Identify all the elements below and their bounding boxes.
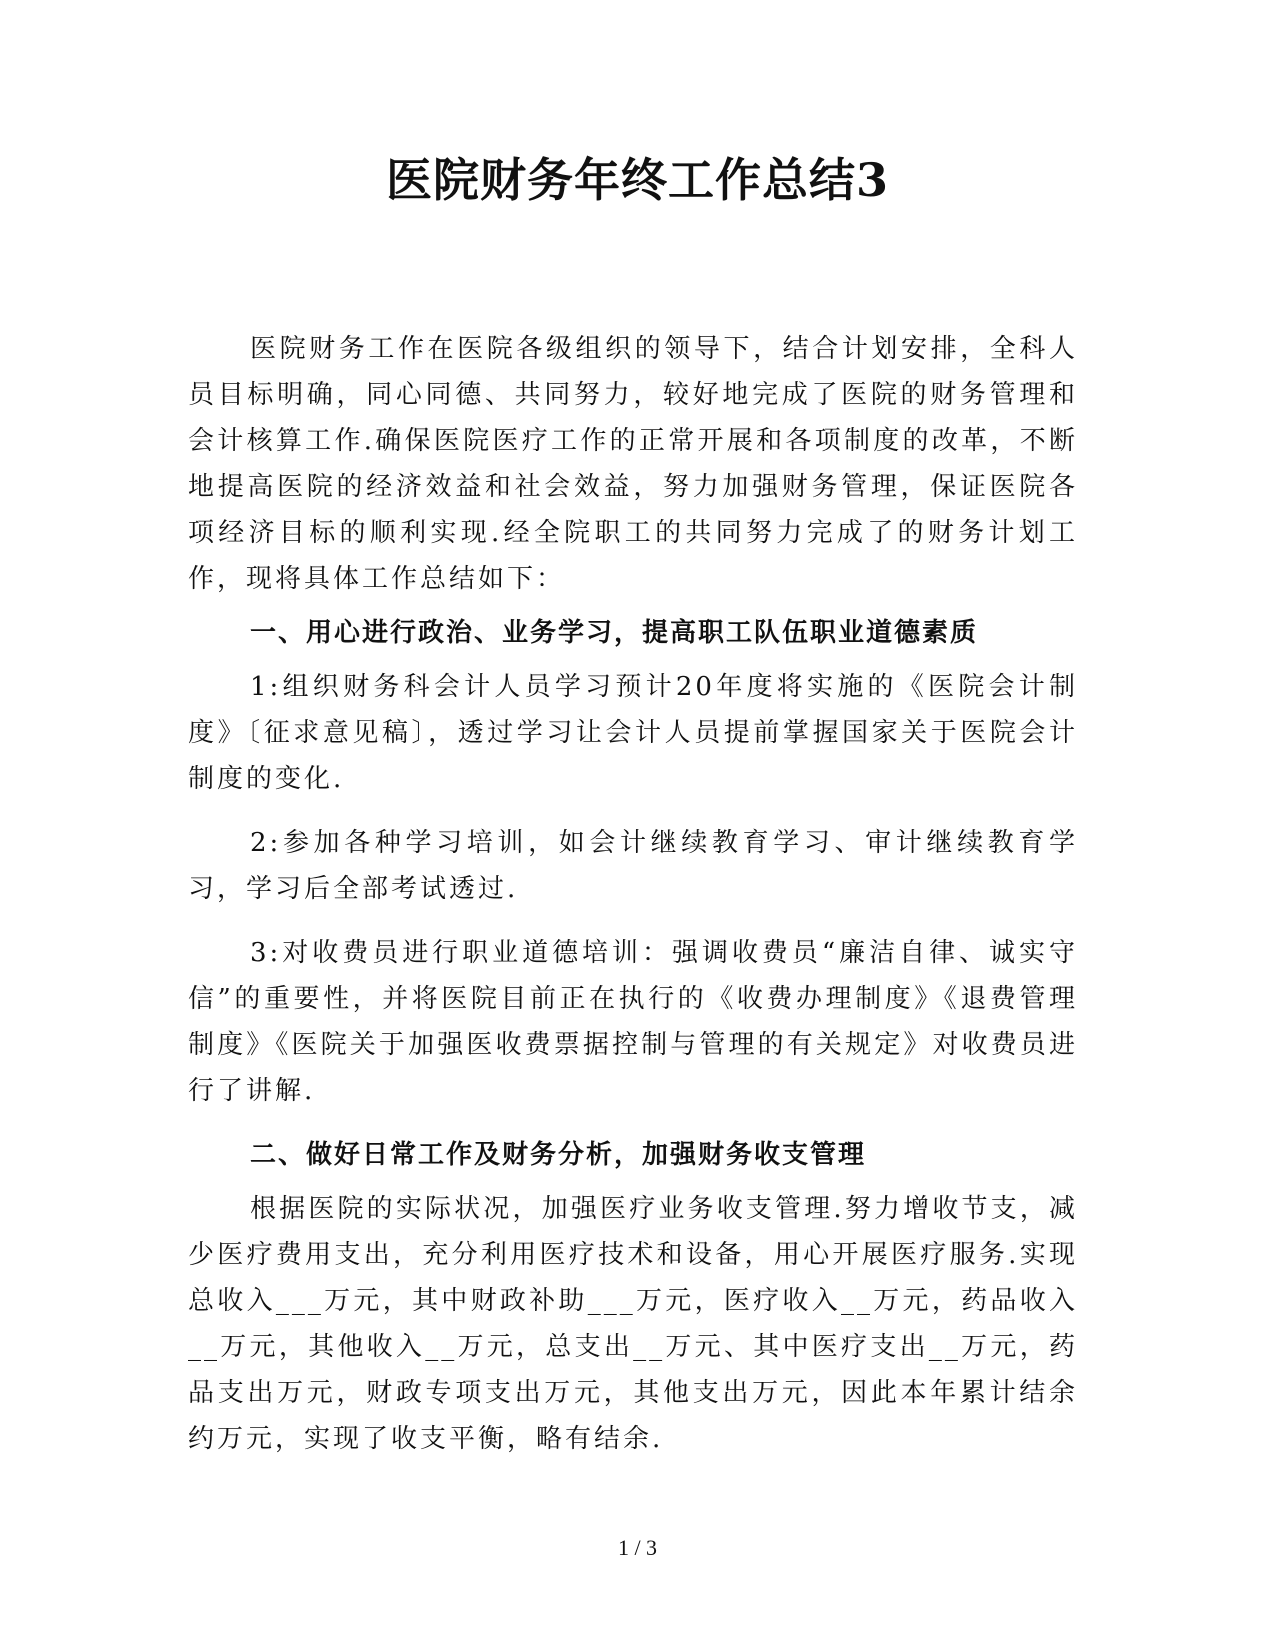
- intro-paragraph: 医院财务工作在医院各级组织的领导下，结合计划安排，全科人员目标明确，同心同德、共同努力，较好地完成了医院的财务管理和会计核算工作.确保医院医疗工作的正常开展和各项制度的改革，不断地提高医院的经济效益和社会效益，努力加强财务管理，保证医院各项经济目标的顺利实现.经全院职工的共同努力完成了的财务计划工作，现将具体工作总结如下：: [188, 334, 1078, 594]
- section-heading-2: 二、做好日常工作及财务分析，加强财务收支管理: [250, 1140, 867, 1170]
- section-heading-1: 一、用心进行政治、业务学习，提高职工队伍职业道德素质: [250, 618, 979, 648]
- section1-item-1: 1:组织财务科会计人员学习预计20年度将实施的《医院会计制度》〔征求意见稿〕，透过学习让会计人员提前掌握国家关于医院会计制度的变化.: [188, 672, 1078, 794]
- section1-item-2: 2:参加各种学习培训，如会计继续教育学习、审计继续教育学习，学习后全部考试透过.: [188, 828, 1078, 904]
- document-title: 医院财务年终工作总结3: [385, 153, 889, 207]
- document-body: [188, 326, 1078, 1462]
- section1-item-3: 3:对收费员进行职业道德培训：强调收费员“廉洁自律、诚实守信”的重要性，并将医院目前正在执行的《收费办理制度》《退费管理制度》《医院关于加强医收费票据控制与管理的有关规定》对收费员进行了讲解.: [188, 938, 1078, 1106]
- page-number: 1 / 3: [617, 1535, 658, 1560]
- section2-paragraph: 根据医院的实际状况，加强医疗业务收支管理.努力增收节支，减少医疗费用支出，充分利用医疗技术和设备，用心开展医疗服务.实现总收入___万元，其中财政补助___万元，医疗收入__万元，药品收入__万元，其他收入__万元，总支出__万元、其中医疗支出__万元，药品支出万元，财政专项支出万元，其他支出万元，因此本年累计结余约万元，实现了收支平衡，略有结余.: [188, 1194, 1078, 1454]
